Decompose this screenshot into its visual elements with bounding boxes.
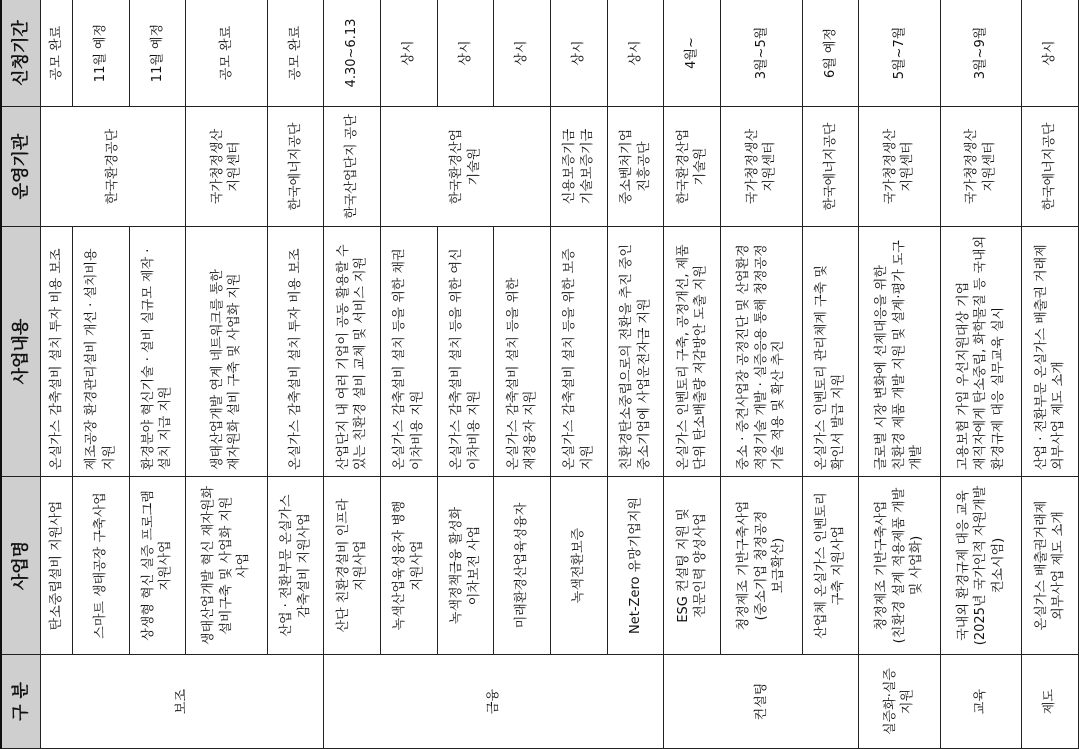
table-row xyxy=(721,0,802,749)
table-row xyxy=(940,0,1021,749)
period-cell: 공모 완료 xyxy=(41,0,73,107)
program-name: 녹색정책금융 활성화 이차보전 사업 xyxy=(437,477,494,655)
category-cell-consulting: 컨설팅 xyxy=(664,655,859,749)
table-row xyxy=(267,0,324,749)
agency-cell: 국가청정생산 지원센터 xyxy=(721,107,802,227)
program-content: 산업단지 내 여러 기업이 공동 활용할 수 있는 친환경 설비 교체 및 서비스 지원 xyxy=(324,227,381,477)
program-content: 제조공장 환경관리설비 개선 · 설치비용 지원 xyxy=(72,227,129,477)
category-cell-system: 제도 xyxy=(1022,655,1079,749)
agency-cell: 한국에너지공단 xyxy=(1022,107,1079,227)
program-name: 탄소중립설비 지원사업 xyxy=(41,477,73,655)
category-cell-finance: 금융 xyxy=(324,655,664,749)
table-row xyxy=(41,0,73,749)
agency-cell: 한국에너지공단 xyxy=(267,107,324,227)
program-content: 온실가스 인벤토리 구축, 공정개선, 제품 단위 탄소배출량 저감방안 도출 지원 xyxy=(664,227,721,477)
agency-cell: 한국산업단지 공단 xyxy=(324,107,381,227)
agency-cell: 국가청정생산 지원센터 xyxy=(859,107,940,227)
program-name: 산업 · 전환부문 온실가스 감축설비 지원사업 xyxy=(267,477,324,655)
program-name: Net-Zero 유망기업지원 xyxy=(607,477,664,655)
program-content: 환경분야 혁신기술 · 설비 실규모 제작 · 설치 지급 지원 xyxy=(129,227,186,477)
period-cell: 11월 예정 xyxy=(129,0,186,107)
program-content: 글로벌 시장 변화에 선제대응을 위한 친환경 제품 개발 지원 및 설계·평가 도구 개발 xyxy=(859,227,940,477)
program-name: 온실가스 배출권거래제 외부사업 제도 소개 xyxy=(1022,477,1079,655)
program-content: 중소 · 중견사업장 공정진단 및 산업환경 적정기술 개발 · 실증응용 통해 청정공정 기술 적용 및 확산 추진 xyxy=(721,227,802,477)
program-content: 온실가스 감축설비 설치 투자 비용 보조 xyxy=(41,227,73,477)
period-cell: 공모 완료 xyxy=(186,0,267,107)
program-content: 온실가스 감축설비 설치 등을 위한 보증 지원 xyxy=(551,227,608,477)
header-content: 사업내용 xyxy=(1,227,41,477)
period-cell: 상시 xyxy=(551,0,608,107)
period-cell: 11월 예정 xyxy=(72,0,129,107)
table-row xyxy=(381,0,438,749)
period-cell: 상시 xyxy=(607,0,664,107)
table-row xyxy=(551,0,608,749)
category-cell-subsidy: 보조 xyxy=(41,655,324,749)
header-period: 신청기간 xyxy=(1,0,41,107)
period-cell: 3월~5월 xyxy=(721,0,802,107)
period-cell: 상시 xyxy=(381,0,438,107)
table-row xyxy=(1022,0,1079,749)
category-cell-education: 교육 xyxy=(940,655,1021,749)
program-content: 생태산업개발 연계 네트워크를 통한 재자원화 설비 구축 및 사업화 지원 xyxy=(186,227,267,477)
agency-cell: 중소벤처기업 진흥공단 xyxy=(607,107,664,227)
agency-cell: 국가청정생산 지원센터 xyxy=(940,107,1021,227)
program-name: 미래환경산업육성융자 xyxy=(494,477,551,655)
program-name: 청정제조 기반구축사업 (친환경 설계 적용제품 개발 및 사업화) xyxy=(859,477,940,655)
agency-cell: 한국환경공단 xyxy=(41,107,186,227)
period-cell: 3월~9월 xyxy=(940,0,1021,107)
table-row xyxy=(859,0,940,749)
table-row xyxy=(186,0,267,749)
program-name: 산업체 온실가스 인벤토리 구축 지원사업 xyxy=(802,477,859,655)
period-cell: 4.30~6.13 xyxy=(324,0,381,107)
table-row xyxy=(607,0,664,749)
header-program: 사업명 xyxy=(1,477,41,655)
agency-cell: 국가청정생산 지원센터 xyxy=(186,107,267,227)
header-row xyxy=(1,0,41,749)
table-row xyxy=(664,0,721,749)
program-content: 온실가스 감축설비 설치 등을 위한 채권 이차비용 지원 xyxy=(381,227,438,477)
program-name: 국내외 환경규제 대응 교육 (2025년 국가인적 자원개발 컨소시엄) xyxy=(940,477,1021,655)
program-name: 녹색전환보증 xyxy=(551,477,608,655)
period-cell: 6월 예정 xyxy=(802,0,859,107)
program-content: 온실가스 인벤토리 관리체계 구축 및 확인서 발급 지원 xyxy=(802,227,859,477)
agency-cell: 한국에너지공단 xyxy=(802,107,859,227)
program-content: 산업 · 전환부문 온실가스 배출권 거래제 외부사업 제도 소개 xyxy=(1022,227,1079,477)
program-name: 스마트 생태공장 구축사업 xyxy=(72,477,129,655)
program-content: 온실가스 감축설비 설치 투자 비용 보조 xyxy=(267,227,324,477)
period-cell: 상시 xyxy=(494,0,551,107)
program-content: 온실가스 감축설비 설치 등을 위한 재정융자 지원 xyxy=(494,227,551,477)
period-cell: 5월~7월 xyxy=(859,0,940,107)
program-content: 온실가스 감축설비 설치 등을 위한 여신 이차비용 지원 xyxy=(437,227,494,477)
period-cell: 상시 xyxy=(437,0,494,107)
program-content: 고용보험 가입 우선지원대상 기업 재직자에게 탄소중립, 화학물질 등 국내외 환경규제 대응 실무교육 실시 xyxy=(940,227,1021,477)
period-cell: 4월~ xyxy=(664,0,721,107)
header-category: 구 분 xyxy=(1,655,41,749)
agency-cell: 한국환경산업 기술원 xyxy=(664,107,721,227)
program-name: 산단 친환경설비 인프라 지원사업 xyxy=(324,477,381,655)
category-cell-demonstration: 실증화·실증 지원 xyxy=(859,655,940,749)
period-cell: 공모 완료 xyxy=(267,0,324,107)
program-name: 녹색산업육성융자 병행 지원사업 xyxy=(381,477,438,655)
table-row xyxy=(324,0,381,749)
header-agency: 운영기관 xyxy=(1,107,41,227)
program-name: 청정제조 기반구축사업 (중소기업 청정공정 보급확산) xyxy=(721,477,802,655)
program-name: 생태산업개발 혁신 재자원화 설비구축 및 사업화 지원 사업 xyxy=(186,477,267,655)
period-cell: 상시 xyxy=(1022,0,1079,107)
agency-cell: 신용보증기금 기술보증기금 xyxy=(551,107,608,227)
program-name: ESG 컨설팅 지원 및 전문인력 양성사업 xyxy=(664,477,721,655)
table-row xyxy=(802,0,859,749)
program-content: 친환경탄소중립으로의 전환을 추진 중인 중소기업에 사업운전자금 지원 xyxy=(607,227,664,477)
program-name: 상생형 혁신 실증 프로그램 지원사업 xyxy=(129,477,186,655)
agency-cell: 한국환경산업 기술원 xyxy=(381,107,551,227)
